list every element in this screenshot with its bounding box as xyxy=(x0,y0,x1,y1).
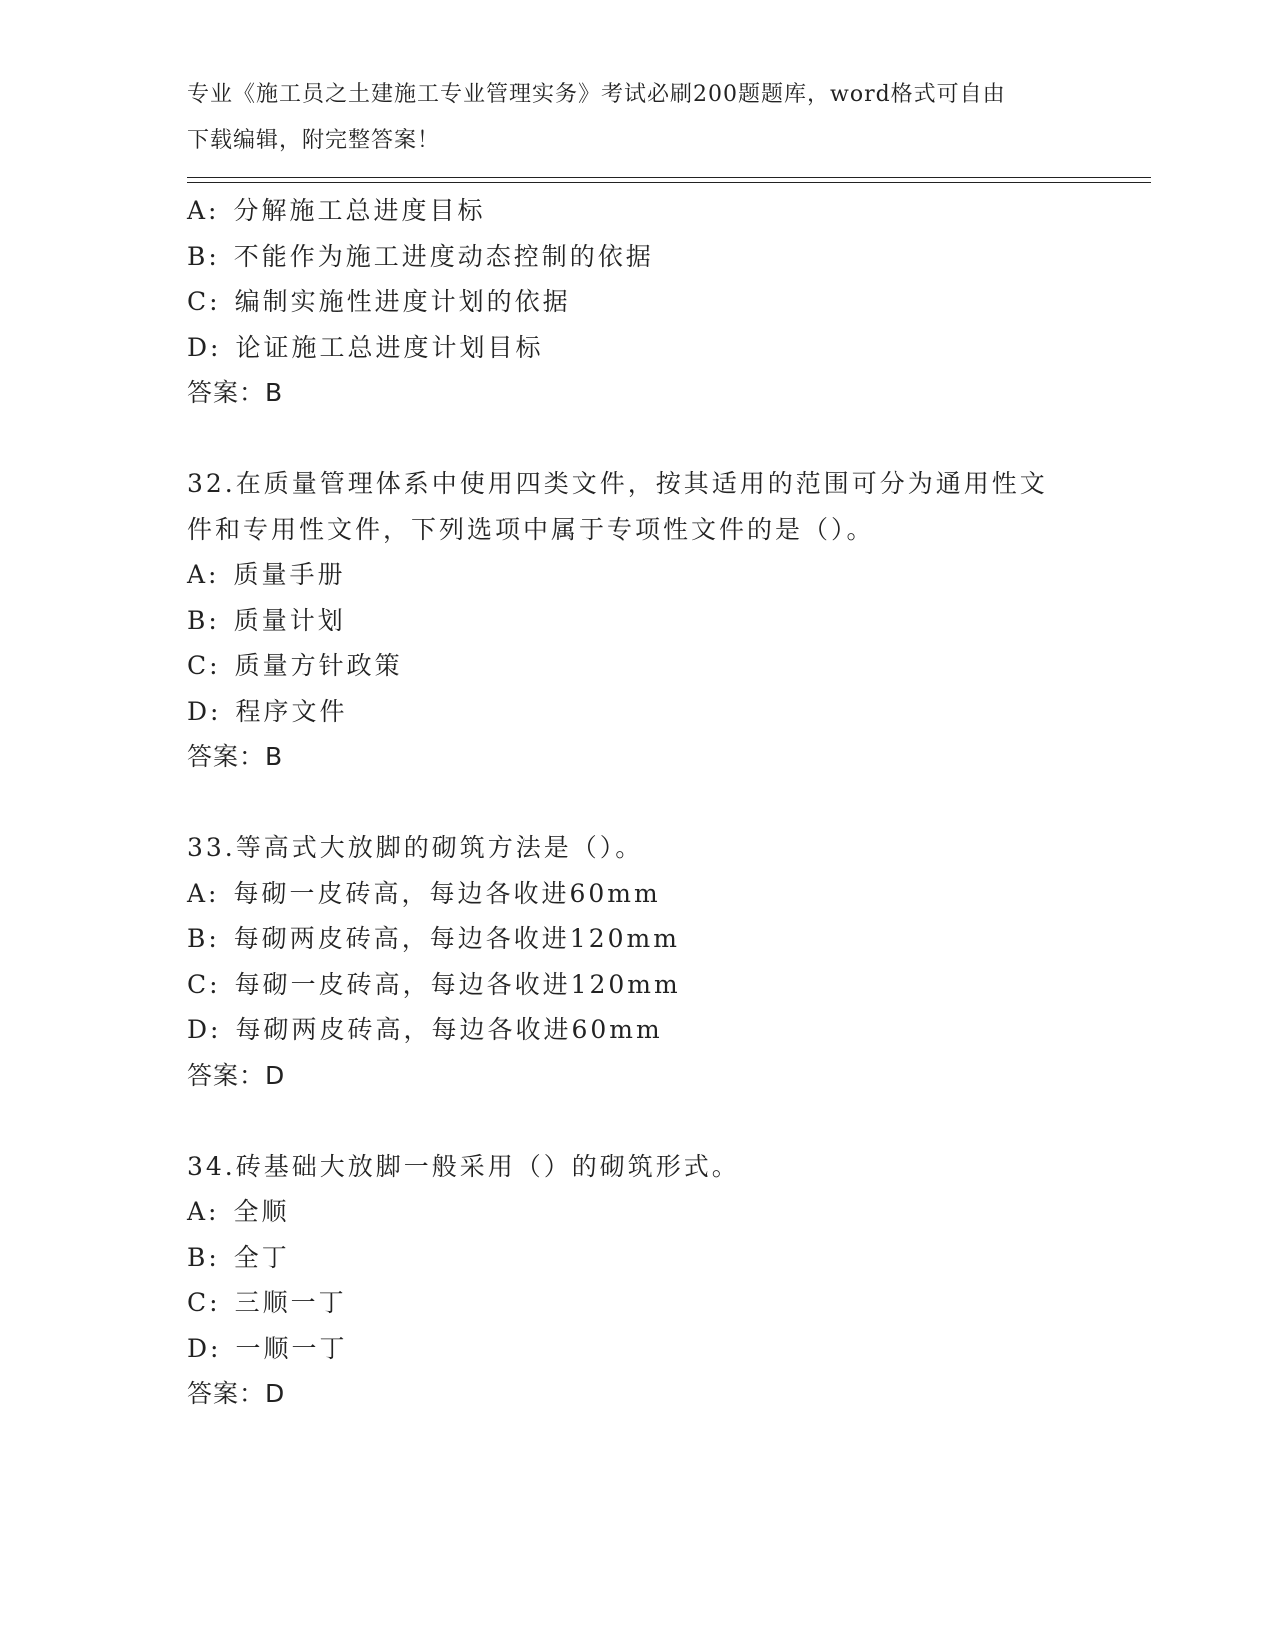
option-label: B: xyxy=(187,1242,220,1272)
option-text: 全丁 xyxy=(233,1242,290,1272)
header-line-2: 下载编辑，附完整答案！ xyxy=(187,127,441,153)
option-b xyxy=(187,916,1087,962)
option-text: 不能作为施工进度动态控制的依据 xyxy=(233,241,654,271)
option-label: A: xyxy=(187,196,220,225)
option-b xyxy=(187,234,1087,280)
option-b xyxy=(187,1235,1087,1281)
option-b xyxy=(187,598,1087,644)
answer: 答案：D xyxy=(187,1060,286,1090)
option-text: 一顺一丁 xyxy=(235,1333,348,1363)
option-a xyxy=(187,871,1087,917)
option-c xyxy=(187,962,1087,1008)
option-c xyxy=(187,1280,1087,1326)
question-33 xyxy=(187,825,1087,1098)
option-label: D: xyxy=(187,696,222,726)
option-text: 论证施工总进度计划目标 xyxy=(235,332,544,362)
question-32 xyxy=(187,461,1087,780)
option-c xyxy=(187,643,1087,689)
option-label: B: xyxy=(187,605,220,635)
option-label: A: xyxy=(187,878,220,908)
option-text: 每砌两皮砖高，每边各收进120mm xyxy=(233,924,680,953)
question-31-continued xyxy=(187,188,1087,416)
answer: 答案：D xyxy=(187,1379,286,1408)
option-text: 质量计划 xyxy=(233,605,346,635)
option-d xyxy=(187,689,1087,735)
option-label: B: xyxy=(187,924,220,953)
question-stem-line-1: 32.在质量管理体系中使用四类文件，按其适用的范围可分为通用性文 xyxy=(187,469,1048,498)
option-label: C: xyxy=(187,1288,221,1317)
question-stem-line-2: 件和专用性文件，下列选项中属于专项性文件的是（）。 xyxy=(187,514,875,544)
option-label: C: xyxy=(187,651,221,680)
option-a xyxy=(187,1189,1087,1235)
question-list xyxy=(187,188,1087,1417)
spacer xyxy=(187,416,1087,462)
answer: 答案：B xyxy=(187,742,284,771)
header-divider-top xyxy=(187,177,1151,178)
header-line-1: 专业《施工员之土建施工专业管理实务》考试必刷200题题库，word格式可自由 xyxy=(187,82,1006,107)
option-label: C: xyxy=(187,969,221,999)
document-header xyxy=(187,72,1067,163)
option-text: 编制实施性进度计划的依据 xyxy=(234,287,571,316)
option-d xyxy=(187,325,1087,371)
option-text: 分解施工总进度目标 xyxy=(233,196,486,225)
option-text: 每砌两皮砖高，每边各收进60mm xyxy=(235,1015,663,1044)
option-label: A: xyxy=(187,1197,220,1226)
spacer xyxy=(187,780,1087,826)
option-label: D: xyxy=(187,332,222,362)
option-text: 三顺一丁 xyxy=(234,1288,347,1317)
option-a xyxy=(187,188,1087,234)
option-text: 每砌一皮砖高，每边各收进60mm xyxy=(233,878,661,908)
option-d xyxy=(187,1007,1087,1053)
option-text: 每砌一皮砖高，每边各收进120mm xyxy=(234,969,681,999)
option-text: 质量手册 xyxy=(233,560,346,589)
option-a xyxy=(187,552,1087,598)
question-34 xyxy=(187,1144,1087,1417)
option-c xyxy=(187,279,1087,325)
header-divider-bottom xyxy=(187,182,1151,183)
question-stem-line-1: 33.等高式大放脚的砌筑方法是（）。 xyxy=(187,833,644,862)
option-text: 全顺 xyxy=(233,1197,290,1226)
option-label: C: xyxy=(187,287,221,316)
answer: 答案：B xyxy=(187,378,284,407)
option-text: 质量方针政策 xyxy=(234,651,403,680)
option-label: B: xyxy=(187,241,220,271)
option-text: 程序文件 xyxy=(235,696,348,726)
option-label: D: xyxy=(187,1015,222,1044)
option-label: A: xyxy=(187,560,220,589)
question-stem-line-1: 34.砖基础大放脚一般采用（）的砌筑形式。 xyxy=(187,1151,740,1181)
option-label: D: xyxy=(187,1333,222,1363)
spacer xyxy=(187,1098,1087,1144)
option-d xyxy=(187,1326,1087,1372)
